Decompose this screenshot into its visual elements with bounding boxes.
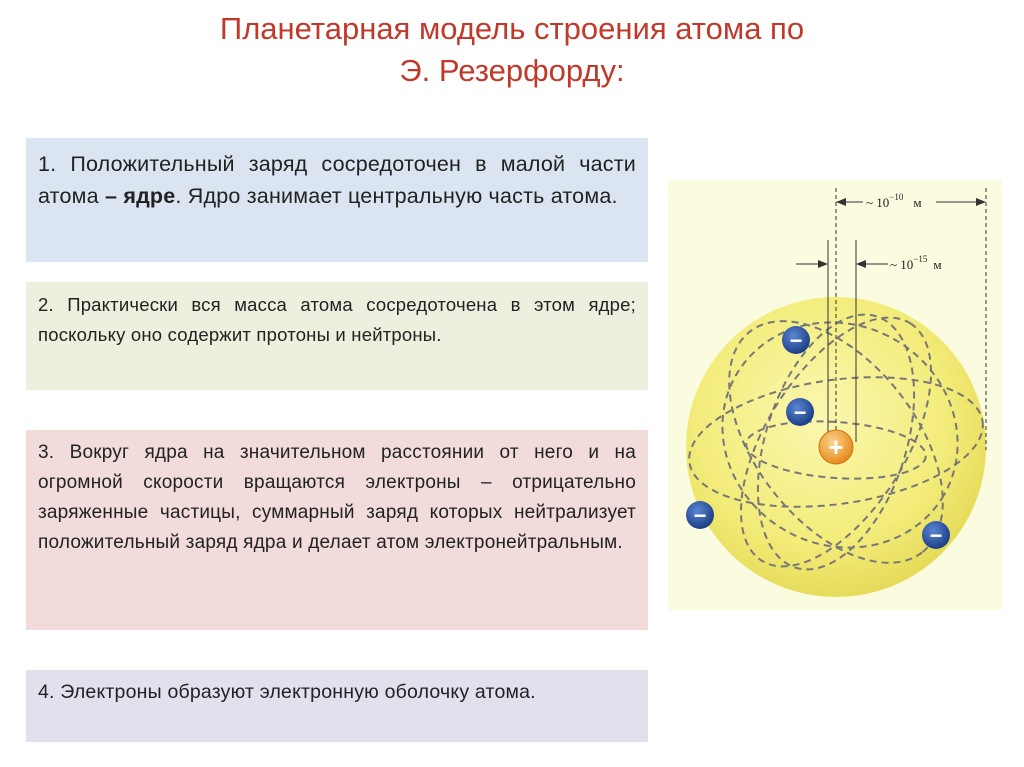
title-line-1: Планетарная модель строения атома по <box>219 11 805 46</box>
electron-sign: − <box>693 503 707 528</box>
electron-1 <box>782 326 810 354</box>
point-1-bold: ядре <box>123 184 176 208</box>
page-title <box>0 8 1024 92</box>
nucleus-sign: + <box>828 432 844 462</box>
point-4-box <box>26 670 648 742</box>
point-4-text: 4. Электроны образуют электронную оболочку атома. <box>38 681 536 703</box>
atom-size-label: ~ $10^{-10}$ м <box>866 192 922 210</box>
point-1-dash: – <box>104 184 118 208</box>
atom-diagram <box>668 180 1002 610</box>
electron-2 <box>786 398 814 426</box>
point-3-text: 3. Вокруг ядра на значительном расстоянии от него и на огромной скорости вращаются электроны – отрицательно заряженные частицы, суммарный заряд которых нейтрализует положительный заряд ядра и делает атом электронейтральным. <box>38 442 636 553</box>
point-1-text: 1. Положительный заряд сосредоточен в малой части атома <box>38 152 636 208</box>
atom-diagram-svg <box>668 180 1002 610</box>
point-3-box <box>26 430 648 630</box>
point-2-box <box>26 282 648 390</box>
point-2-text: 2. Практически вся масса атома сосредоточена в этом ядре; поскольку оно содержит протоны и нейтроны. <box>38 294 636 345</box>
electron-sign: − <box>789 328 803 353</box>
electron-3 <box>686 501 714 529</box>
electron-sign: − <box>793 400 807 425</box>
nucleus-size-label: ~ $10^{-15}$ м <box>890 254 942 272</box>
title-line-2: Э. Резерфорду: <box>399 53 625 88</box>
electron-4 <box>922 521 950 549</box>
point-1-box <box>26 138 648 262</box>
electron-sign: − <box>929 523 943 548</box>
point-1-after: . Ядро занимает центральную часть атома. <box>175 184 618 208</box>
